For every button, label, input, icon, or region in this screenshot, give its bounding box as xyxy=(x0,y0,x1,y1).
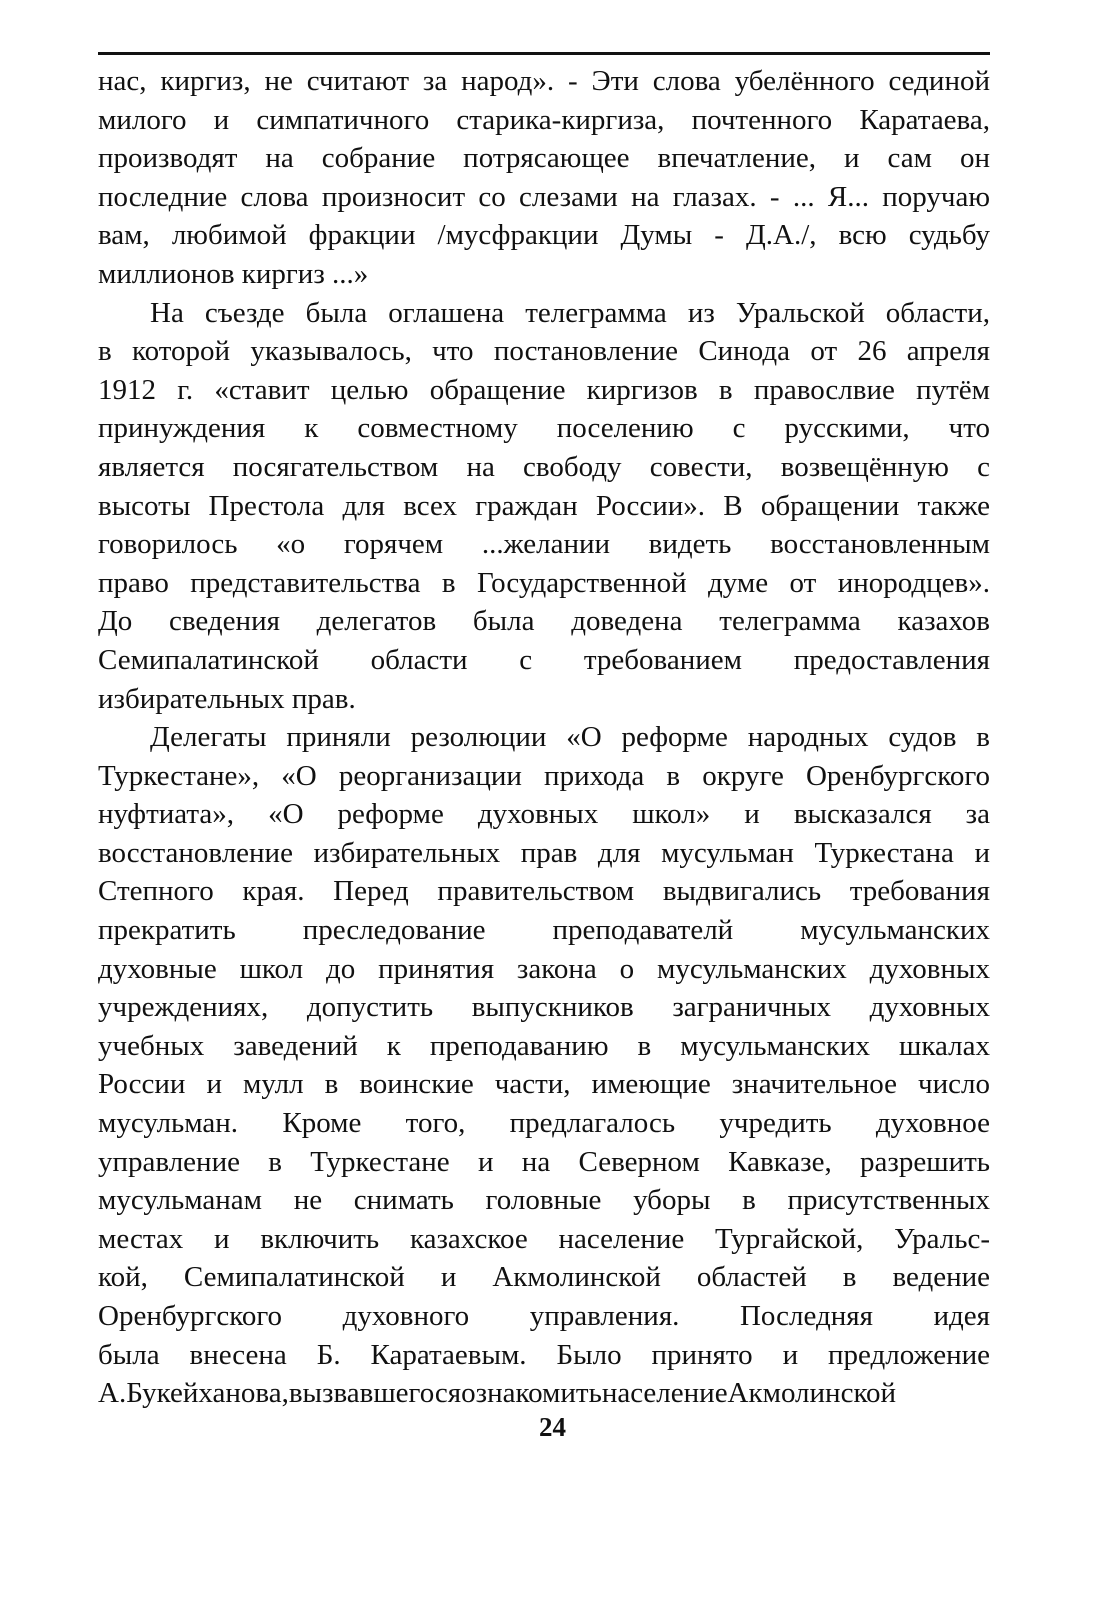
text-line: принуждения к совместному поселению с русскими, что xyxy=(98,412,990,445)
text-line: была внесена Б. Каратаевым. Было принято и предложение xyxy=(98,1338,990,1371)
text-line: России и мулл в воинские части, имеющие значительное число xyxy=(98,1068,990,1101)
text-line: прекратить преследование преподавателй мусульманских xyxy=(98,914,990,947)
text-line: местах и включить казахское население Тургайской, Уральс- xyxy=(98,1222,990,1255)
text-line: управление в Туркестане и на Северном Кавказе, разрешить xyxy=(98,1145,990,1178)
text-line: учреждениях, допустить выпускников заграничных духовных xyxy=(98,991,990,1024)
text-line: До сведения делегатов была доведена телеграмма казахов xyxy=(98,605,990,638)
text-line: Туркестане», «О реорганизации прихода в округе Оренбургского xyxy=(98,759,990,792)
text-line: в которой указывалось, что постановление Синода от 26 апреля xyxy=(98,335,990,368)
text-line: является посягательством на свободу совести, возвещённую с xyxy=(98,450,990,483)
text-line: духовные школ до принятия закона о мусульманских духовных xyxy=(98,952,990,985)
text-line: 1912 г. «ставит целью обращение киргизов в правослвие путём xyxy=(98,373,990,406)
text-line: кой, Семипалатинской и Акмолинской областей в ведение xyxy=(98,1261,990,1294)
text-line: На съезде была оглашена телеграмма из Уральской области, xyxy=(150,296,990,329)
text-line: восстановление избирательных прав для мусульман Туркестана и xyxy=(98,836,990,869)
page-text xyxy=(98,62,990,1413)
text-line: избирательных прав. xyxy=(98,682,356,715)
text-line: мусульманам не снимать головные уборы в присутственных xyxy=(98,1184,990,1217)
page-number: 24 xyxy=(539,1412,566,1442)
text-line: Семипалатинской области с требованием предоставления xyxy=(98,643,990,676)
text-line: миллионов киргиз ...» xyxy=(98,257,369,290)
text-line: вам, любимой фракции /мусфракции Думы - Д.А./, всю судьбу xyxy=(98,219,990,252)
text-line: нас, киргиз, не считают за народ». - Эти слова убелённого сединой xyxy=(98,65,990,97)
text-line: высоты Престола для всех граждан России». В обращении также xyxy=(98,489,990,522)
text-line: милого и симпатичного старика-киргиза, почтенного Каратаева, xyxy=(98,103,990,136)
text-line: Делегаты приняли резолюции «О реформе народных судов в xyxy=(150,721,990,754)
text-line: производят на собрание потрясающее впечатление, и сам он xyxy=(98,142,990,175)
text-line: Оренбургского духовного управления. Последняя идея xyxy=(98,1300,990,1332)
top-rule xyxy=(98,52,990,55)
text-line: говорилось «о горячем ...желании видеть восстановленным xyxy=(98,528,990,561)
text-line: последние слова произносит со слезами на глазах. - ... Я... поручаю xyxy=(98,180,990,213)
text-line: Степного края. Перед правительством выдвигались требования xyxy=(98,875,990,908)
text-line: нуфтиата», «О реформе духовных школ» и высказался за xyxy=(98,798,990,831)
text-line: учебных заведений к преподаванию в мусульманских шкалах xyxy=(98,1029,990,1062)
text-line: право представительства в Государственной думе от инородцев». xyxy=(98,566,990,599)
text-line: мусульман. Кроме того, предлагалось учредить духовное xyxy=(98,1107,990,1140)
text-line: А.Букейханова,вызвавшегосяознакомитьнаселениеАкмолинской xyxy=(98,1377,897,1410)
